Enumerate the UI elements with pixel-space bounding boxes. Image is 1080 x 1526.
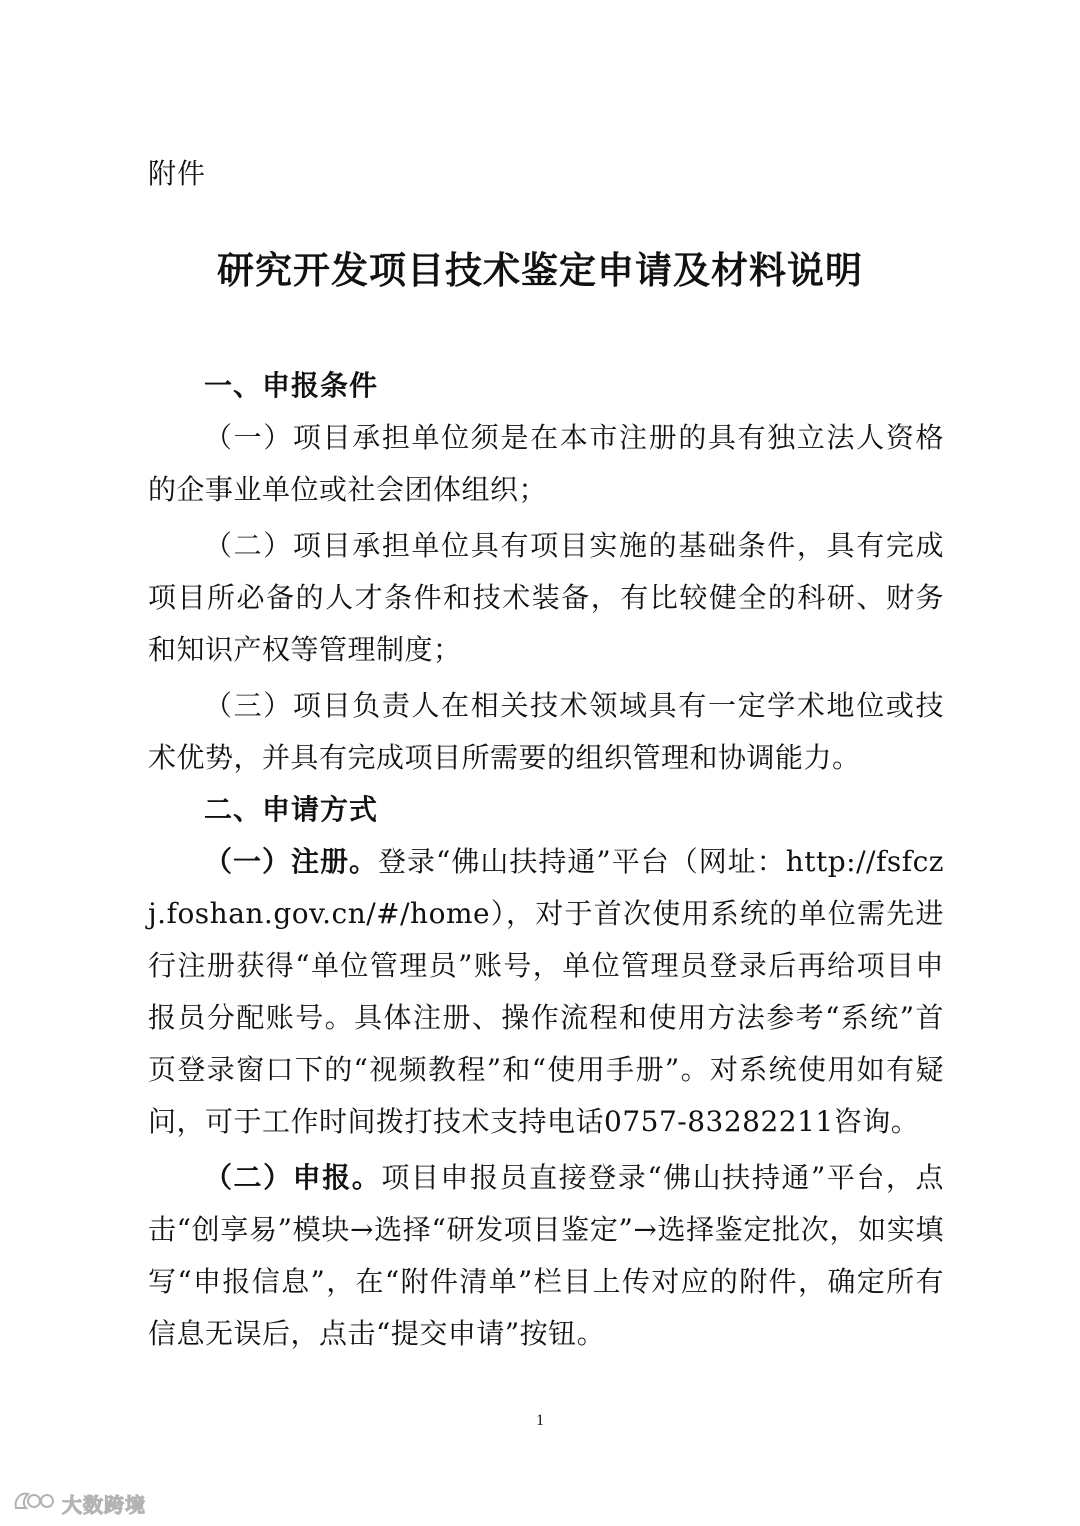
watermark: [12, 1488, 146, 1518]
brand-logo-icon: [12, 1488, 56, 1518]
paragraph: [148, 1152, 944, 1360]
document-title: 研究开发项目技术鉴定申请及材料说明: [217, 249, 863, 292]
attachment-label: 附件: [148, 157, 207, 190]
paragraph-text: 项目申报员直接登录“佛山扶持通”平台，点击“创享易”模块→选择“研发项目鉴定”→选择鉴定批次，如实填写“申报信息”，在“附件清单”栏目上传对应的附件，确定所有信息无误后，点击“提交申请”按钮。: [148, 1161, 944, 1350]
paragraph: （三）项目负责人在相关技术领域具有一定学术地位或技术优势，并具有完成项目所需要的组织管理和协调能力。: [148, 689, 944, 774]
paragraph: （二）项目承担单位具有项目实施的基础条件，具有完成项目所必备的人才条件和技术装备，有比较健全的科研、财务和知识产权等管理制度；: [148, 529, 944, 666]
section-heading: 一、申报条件: [204, 369, 379, 402]
paragraph: （一）项目承担单位须是在本市注册的具有独立法人资格的企事业单位或社会团体组织；: [148, 421, 944, 506]
paragraph: [148, 836, 944, 1148]
section-heading: 二、申请方式: [204, 793, 379, 826]
paragraph-lead: （一）注册。: [204, 845, 379, 878]
watermark-text: 大数跨境: [62, 1492, 146, 1517]
paragraph-lead: （二）申报。: [204, 1161, 382, 1194]
document-body: [148, 360, 944, 1360]
paragraph-text: 登录“佛山扶持通”平台（网址：http://fsfczj.foshan.gov.cn/#/home），对于首次使用系统的单位需先进行注册获得“单位管理员”账号，单位管理员登录后再给项目申报员分配账号。具体注册、操作流程和使用方法参考“系统”首页登录窗口下的“视频教程”和“使用手册”。对系统使用如有疑问，可于工作时间拨打技术支持电话0757-83282211咨询。: [148, 845, 944, 1138]
page-number: 1: [536, 1412, 544, 1429]
